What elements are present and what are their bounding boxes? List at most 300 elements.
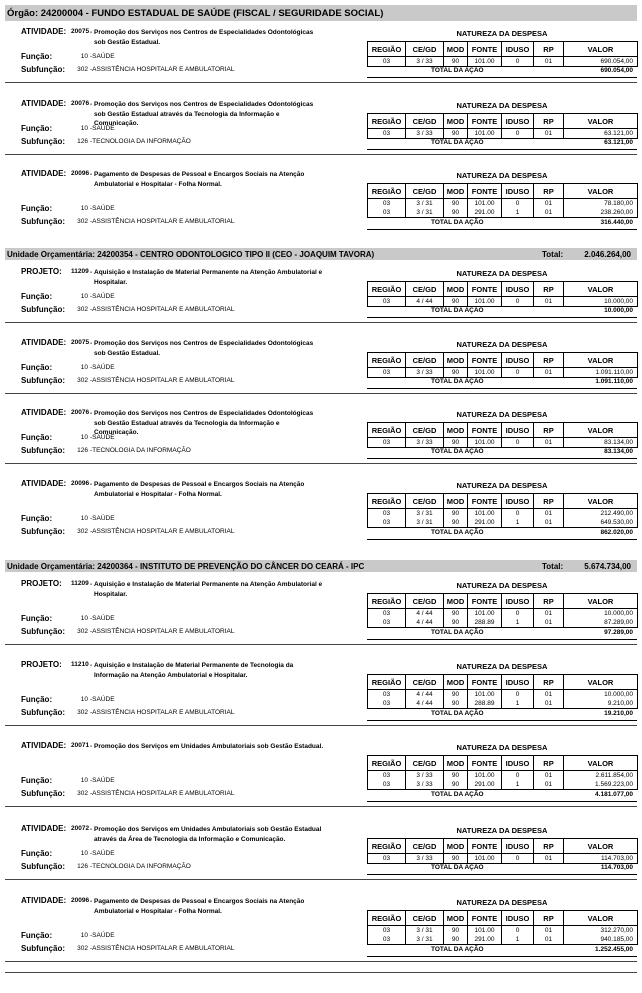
table-cell: 01 <box>534 368 564 378</box>
table-cell: 1.091.110,00 <box>564 368 638 378</box>
action-block <box>0 659 642 721</box>
column-header: IDUSO <box>502 423 534 438</box>
dash-separator: - <box>90 696 93 703</box>
table-row <box>368 926 638 936</box>
funcao-label: Função: <box>21 514 53 523</box>
total-acao-value: 83.134,00 <box>604 448 633 455</box>
funcao-name-text: SAÚDE <box>92 777 115 784</box>
funcao-code: 10 <box>80 364 88 371</box>
column-header: RP <box>534 282 564 297</box>
table-cell: 940.185,00 <box>564 935 638 945</box>
subfuncao-label: Subfunção: <box>21 944 65 953</box>
action-kind: ATIVIDADE: <box>21 824 67 833</box>
table-cell: 291.00 <box>468 208 502 218</box>
action-description <box>90 825 344 844</box>
description-line: sob Gestão Estadual. <box>94 38 161 46</box>
total-acao <box>367 66 637 78</box>
action-description <box>90 339 344 358</box>
table-cell: 288.89 <box>468 618 502 628</box>
table-cell: 03 <box>368 438 406 448</box>
subfuncao-name <box>90 863 191 870</box>
column-header: CE/GD <box>406 756 444 771</box>
total-acao-label: TOTAL DA AÇÃO <box>431 378 484 385</box>
table-header-row <box>368 423 638 438</box>
table-cell: 291.00 <box>468 935 502 945</box>
section-divider <box>5 322 637 323</box>
table-cell: 690.054,00 <box>564 57 638 67</box>
description-line: Aquisição e Instalação de Material Permanente na Atenção Ambulatorial e <box>94 269 323 276</box>
table-cell: 3 / 33 <box>406 129 444 139</box>
column-header: REGIÃO <box>368 756 406 771</box>
table-cell: 78.180,00 <box>564 199 638 209</box>
column-header: MOD <box>444 353 468 368</box>
subfuncao-name-text: TECNOLOGIA DA INFORMAÇÃO <box>92 863 191 870</box>
expense-table <box>367 493 638 528</box>
column-header: FONTE <box>468 282 502 297</box>
natureza-header: NATUREZA DA DESPESA <box>456 101 548 110</box>
table-header-row <box>368 494 638 509</box>
action-code: 11209 <box>71 268 89 275</box>
funcao-name <box>90 364 115 371</box>
table-cell: 03 <box>368 699 406 709</box>
column-header: RP <box>534 423 564 438</box>
subfuncao-name <box>90 138 191 145</box>
column-header: CE/GD <box>406 42 444 57</box>
table-cell: 03 <box>368 771 406 781</box>
table-cell: 1 <box>502 699 534 709</box>
action-code: 20096 <box>71 170 90 177</box>
table-cell: 101.00 <box>468 57 502 67</box>
action-block <box>0 407 642 459</box>
description-line: sob Gestão Estadual através da Tecnologia da Informação e <box>94 419 280 427</box>
subfuncao-label: Subfunção: <box>21 789 65 798</box>
subfuncao-label: Subfunção: <box>21 527 65 536</box>
natureza-header: NATUREZA DA DESPESA <box>456 581 548 590</box>
column-header: MOD <box>444 282 468 297</box>
action-kind: PROJETO: <box>21 579 62 588</box>
section-divider <box>5 972 637 973</box>
subfuncao-code: 126 <box>77 138 88 145</box>
action-description <box>90 170 344 189</box>
table-cell: 90 <box>444 129 468 139</box>
column-header: RP <box>534 911 564 926</box>
funcao-name <box>90 515 115 522</box>
column-header: IDUSO <box>502 114 534 129</box>
subfuncao-label: Subfunção: <box>21 627 65 636</box>
column-header: VALOR <box>564 353 638 368</box>
funcao-label: Função: <box>21 849 53 858</box>
table-cell: 4 / 44 <box>406 690 444 700</box>
funcao-name <box>90 850 115 857</box>
subfuncao-code: 302 <box>77 377 88 384</box>
table-row <box>368 509 638 519</box>
dash-separator: - <box>90 628 93 635</box>
table-header-row <box>368 839 638 854</box>
table-cell: 03 <box>368 509 406 519</box>
column-header: IDUSO <box>502 594 534 609</box>
total-acao-value: 4.181.077,00 <box>595 791 633 798</box>
dash-separator: - <box>90 850 93 857</box>
subfuncao-code: 302 <box>77 628 88 635</box>
column-header: CE/GD <box>406 282 444 297</box>
expense-table <box>367 422 638 448</box>
column-header: CE/GD <box>406 494 444 509</box>
section-divider <box>5 644 637 645</box>
subfuncao-label: Subfunção: <box>21 862 65 871</box>
dash-separator: - <box>90 101 93 108</box>
funcao-label: Função: <box>21 204 53 213</box>
total-acao <box>367 628 637 640</box>
total-acao-label: TOTAL DA AÇÃO <box>431 864 484 871</box>
action-code: 20071 <box>71 742 90 749</box>
funcao-name-text: SAÚDE <box>92 53 115 60</box>
dash-separator: - <box>90 364 93 371</box>
funcao-name <box>90 777 115 784</box>
total-acao-label: TOTAL DA AÇÃO <box>431 710 484 717</box>
total-acao <box>367 863 637 875</box>
table-cell: 90 <box>444 57 468 67</box>
funcao-name-text: SAÚDE <box>92 125 115 132</box>
column-header: FONTE <box>468 423 502 438</box>
column-header: IDUSO <box>502 839 534 854</box>
table-cell: 01 <box>534 699 564 709</box>
table-cell: 0 <box>502 690 534 700</box>
table-cell: 9.210,00 <box>564 699 638 709</box>
table-cell: 90 <box>444 518 468 528</box>
column-header: FONTE <box>468 42 502 57</box>
table-cell: 01 <box>534 771 564 781</box>
column-header: CE/GD <box>406 423 444 438</box>
action-block <box>0 168 642 230</box>
table-cell: 3 / 31 <box>406 199 444 209</box>
column-header: RP <box>534 184 564 199</box>
subfuncao-label: Subfunção: <box>21 446 65 455</box>
table-cell: 0 <box>502 771 534 781</box>
table-header-row <box>368 282 638 297</box>
table-header-row <box>368 756 638 771</box>
expense-table <box>367 755 638 790</box>
table-cell: 1 <box>502 780 534 790</box>
subfuncao-name <box>90 447 191 454</box>
description-line: Promoção dos Serviços nos Centros de Especialidades Odontológicas <box>94 410 314 417</box>
funcao-code: 10 <box>80 515 88 522</box>
dash-separator: - <box>90 528 93 535</box>
table-cell: 03 <box>368 129 406 139</box>
unidade-total-label: Total: <box>542 561 564 571</box>
table-row <box>368 854 638 864</box>
table-cell: 114.703,00 <box>564 854 638 864</box>
dash-separator: - <box>90 662 93 669</box>
table-cell: 101.00 <box>468 129 502 139</box>
funcao-code: 10 <box>80 615 88 622</box>
subfuncao-code: 302 <box>77 790 88 797</box>
table-cell: 101.00 <box>468 926 502 936</box>
subfuncao-name <box>90 709 235 716</box>
table-cell: 01 <box>534 509 564 519</box>
column-header: CE/GD <box>406 353 444 368</box>
table-cell: 0 <box>502 438 534 448</box>
action-description <box>90 661 344 680</box>
action-kind: ATIVIDADE: <box>21 169 67 178</box>
action-code: 20075 <box>71 339 90 346</box>
table-cell: 101.00 <box>468 509 502 519</box>
subfuncao-name-text: ASSISTÊNCIA HOSPITALAR E AMBULATORIAL <box>92 306 235 313</box>
subfuncao-name <box>90 790 235 797</box>
subfuncao-code: 126 <box>77 863 88 870</box>
description-line: Aquisição e Instalação de Material Permanente na Atenção Ambulatorial e <box>94 581 323 588</box>
action-block <box>0 98 642 150</box>
column-header: CE/GD <box>406 594 444 609</box>
table-cell: 4 / 44 <box>406 699 444 709</box>
description-line: Promoção dos Serviços nos Centros de Especialidades Odontológicas <box>94 340 314 347</box>
description-line: Hospitalar. <box>94 278 128 286</box>
subfuncao-name <box>90 218 235 225</box>
dash-separator: - <box>90 377 93 384</box>
column-header: IDUSO <box>502 184 534 199</box>
total-acao-label: TOTAL DA AÇÃO <box>431 139 484 146</box>
column-header: FONTE <box>468 839 502 854</box>
table-row <box>368 699 638 709</box>
table-cell: 90 <box>444 780 468 790</box>
dash-separator: - <box>90 826 93 833</box>
section-divider <box>5 154 637 155</box>
action-block <box>0 740 642 802</box>
total-acao-label: TOTAL DA AÇÃO <box>431 946 484 953</box>
total-acao <box>367 709 637 721</box>
table-row <box>368 297 638 307</box>
table-cell: 10.000,00 <box>564 297 638 307</box>
total-acao-value: 1.091.110,00 <box>595 378 633 385</box>
table-cell: 101.00 <box>468 368 502 378</box>
funcao-name-text: SAÚDE <box>92 364 115 371</box>
table-header-row <box>368 594 638 609</box>
expense-table <box>367 183 638 218</box>
column-header: REGIÃO <box>368 282 406 297</box>
column-header: MOD <box>444 911 468 926</box>
subfuncao-name-text: ASSISTÊNCIA HOSPITALAR E AMBULATORIAL <box>92 66 235 73</box>
funcao-name-text: SAÚDE <box>92 515 115 522</box>
table-cell: 90 <box>444 690 468 700</box>
column-header: FONTE <box>468 494 502 509</box>
column-header: FONTE <box>468 594 502 609</box>
action-block <box>0 337 642 389</box>
description-line: Hospitalar. <box>94 590 128 598</box>
table-cell: 101.00 <box>468 771 502 781</box>
natureza-header: NATUREZA DA DESPESA <box>456 410 548 419</box>
description-line: Comunicação. <box>94 429 139 436</box>
action-code: 20096 <box>71 480 90 487</box>
table-row <box>368 935 638 945</box>
column-header: CE/GD <box>406 114 444 129</box>
table-cell: 90 <box>444 609 468 619</box>
table-cell: 0 <box>502 129 534 139</box>
dash-separator: - <box>90 410 93 417</box>
action-description <box>90 100 344 129</box>
table-cell: 90 <box>444 771 468 781</box>
expense-table <box>367 281 638 307</box>
table-cell: 0 <box>502 297 534 307</box>
column-header: VALOR <box>564 911 638 926</box>
column-header: REGIÃO <box>368 911 406 926</box>
table-row <box>368 690 638 700</box>
funcao-code: 10 <box>80 777 88 784</box>
action-code: 20072 <box>71 825 90 832</box>
column-header: MOD <box>444 839 468 854</box>
column-header: RP <box>534 594 564 609</box>
column-header: CE/GD <box>406 675 444 690</box>
table-cell: 01 <box>534 57 564 67</box>
unidade-title: Unidade Orçamentária: 24200354 - CENTRO ODONTOLOGICO TIPO II (CEO - JOAQUIM TAVORA) <box>7 249 375 259</box>
action-kind: ATIVIDADE: <box>21 338 67 347</box>
funcao-code: 10 <box>80 434 88 441</box>
table-cell: 03 <box>368 57 406 67</box>
dash-separator: - <box>90 29 93 36</box>
total-acao-value: 97.289,00 <box>604 629 633 636</box>
dash-separator: - <box>90 898 93 905</box>
table-cell: 10.000,00 <box>564 690 638 700</box>
table-cell: 90 <box>444 297 468 307</box>
funcao-label: Função: <box>21 124 53 133</box>
action-kind: ATIVIDADE: <box>21 408 67 417</box>
table-cell: 3 / 33 <box>406 771 444 781</box>
table-cell: 90 <box>444 509 468 519</box>
table-cell: 01 <box>534 438 564 448</box>
total-acao-value: 10.000,00 <box>604 307 633 314</box>
subfuncao-name <box>90 377 235 384</box>
funcao-name <box>90 125 115 132</box>
table-cell: 3 / 33 <box>406 368 444 378</box>
description-line: Pagamento de Despesas de Pessoal e Encargos Sociais na Atenção <box>94 481 305 488</box>
funcao-code: 10 <box>80 696 88 703</box>
dash-separator: - <box>90 269 93 276</box>
natureza-header: NATUREZA DA DESPESA <box>456 340 548 349</box>
dash-separator: - <box>90 932 93 939</box>
table-cell: 90 <box>444 208 468 218</box>
total-acao-value: 19.210,00 <box>604 710 633 717</box>
column-header: CE/GD <box>406 184 444 199</box>
column-header: MOD <box>444 423 468 438</box>
table-cell: 03 <box>368 368 406 378</box>
total-acao-value: 63.121,00 <box>604 139 633 146</box>
funcao-label: Função: <box>21 292 53 301</box>
table-cell: 87.289,00 <box>564 618 638 628</box>
table-row <box>368 609 638 619</box>
section-divider <box>5 879 637 880</box>
column-header: MOD <box>444 594 468 609</box>
table-cell: 90 <box>444 368 468 378</box>
description-line: Promoção dos Serviços em Unidades Ambulatoriais sob Gestão Estadual. <box>94 743 324 750</box>
total-acao-label: TOTAL DA AÇÃO <box>431 629 484 636</box>
funcao-name-text: SAÚDE <box>92 434 115 441</box>
table-cell: 4 / 44 <box>406 618 444 628</box>
subfuncao-label: Subfunção: <box>21 708 65 717</box>
column-header: REGIÃO <box>368 184 406 199</box>
total-acao <box>367 218 637 230</box>
table-cell: 0 <box>502 368 534 378</box>
table-cell: 2.611.854,00 <box>564 771 638 781</box>
table-cell: 212.490,00 <box>564 509 638 519</box>
expense-table <box>367 41 638 67</box>
table-cell: 3 / 31 <box>406 208 444 218</box>
description-line: Informação na Atenção Ambulatorial e Hospitalar. <box>94 671 248 679</box>
funcao-name <box>90 53 115 60</box>
dash-separator: - <box>90 66 93 73</box>
table-cell: 01 <box>534 199 564 209</box>
column-header: FONTE <box>468 911 502 926</box>
table-cell: 1 <box>502 518 534 528</box>
column-header: VALOR <box>564 423 638 438</box>
table-cell: 90 <box>444 854 468 864</box>
natureza-header: NATUREZA DA DESPESA <box>456 662 548 671</box>
column-header: VALOR <box>564 839 638 854</box>
subfuncao-name-text: TECNOLOGIA DA INFORMAÇÃO <box>92 447 191 454</box>
table-cell: 90 <box>444 618 468 628</box>
table-cell: 3 / 33 <box>406 57 444 67</box>
table-cell: 0 <box>502 509 534 519</box>
action-code: 11209 <box>71 580 89 587</box>
column-header: CE/GD <box>406 839 444 854</box>
subfuncao-code: 302 <box>77 709 88 716</box>
table-cell: 01 <box>534 935 564 945</box>
funcao-name-text: SAÚDE <box>92 850 115 857</box>
table-cell: 0 <box>502 609 534 619</box>
table-cell: 288.89 <box>468 699 502 709</box>
total-acao-label: TOTAL DA AÇÃO <box>431 791 484 798</box>
description-line: sob Gestão Estadual através da Tecnologia da Informação e <box>94 110 280 118</box>
total-acao-label: TOTAL DA AÇÃO <box>431 448 484 455</box>
unidade-total-label: Total: <box>542 249 564 259</box>
table-cell: 03 <box>368 208 406 218</box>
table-cell: 01 <box>534 208 564 218</box>
column-header: RP <box>534 494 564 509</box>
table-cell: 03 <box>368 609 406 619</box>
column-header: VALOR <box>564 494 638 509</box>
column-header: IDUSO <box>502 42 534 57</box>
funcao-label: Função: <box>21 614 53 623</box>
total-acao-value: 690.054,00 <box>600 67 633 74</box>
funcao-label: Função: <box>21 433 53 442</box>
description-line: Promoção dos Serviços nos Centros de Especialidades Odontológicas <box>94 101 314 108</box>
subfuncao-label: Subfunção: <box>21 305 65 314</box>
table-row <box>368 208 638 218</box>
unidade-total-value: 5.674.734,00 <box>584 561 631 571</box>
column-header: IDUSO <box>502 911 534 926</box>
column-header: VALOR <box>564 184 638 199</box>
table-cell: 01 <box>534 780 564 790</box>
description-line: Ambulatorial e Hospitalar - Folha Normal. <box>94 490 222 498</box>
column-header: FONTE <box>468 114 502 129</box>
table-cell: 101.00 <box>468 854 502 864</box>
column-header: RP <box>534 114 564 129</box>
dash-separator: - <box>90 777 93 784</box>
subfuncao-label: Subfunção: <box>21 217 65 226</box>
table-cell: 90 <box>444 935 468 945</box>
funcao-name-text: SAÚDE <box>92 293 115 300</box>
expense-table <box>367 113 638 139</box>
funcao-label: Função: <box>21 695 53 704</box>
column-header: MOD <box>444 494 468 509</box>
total-acao-label: TOTAL DA AÇÃO <box>431 529 484 536</box>
dash-separator: - <box>90 340 93 347</box>
total-acao <box>367 306 637 318</box>
column-header: IDUSO <box>502 756 534 771</box>
table-row <box>368 771 638 781</box>
column-header: FONTE <box>468 675 502 690</box>
column-header: IDUSO <box>502 282 534 297</box>
column-header: REGIÃO <box>368 594 406 609</box>
column-header: IDUSO <box>502 494 534 509</box>
action-code: 11210 <box>71 661 89 668</box>
